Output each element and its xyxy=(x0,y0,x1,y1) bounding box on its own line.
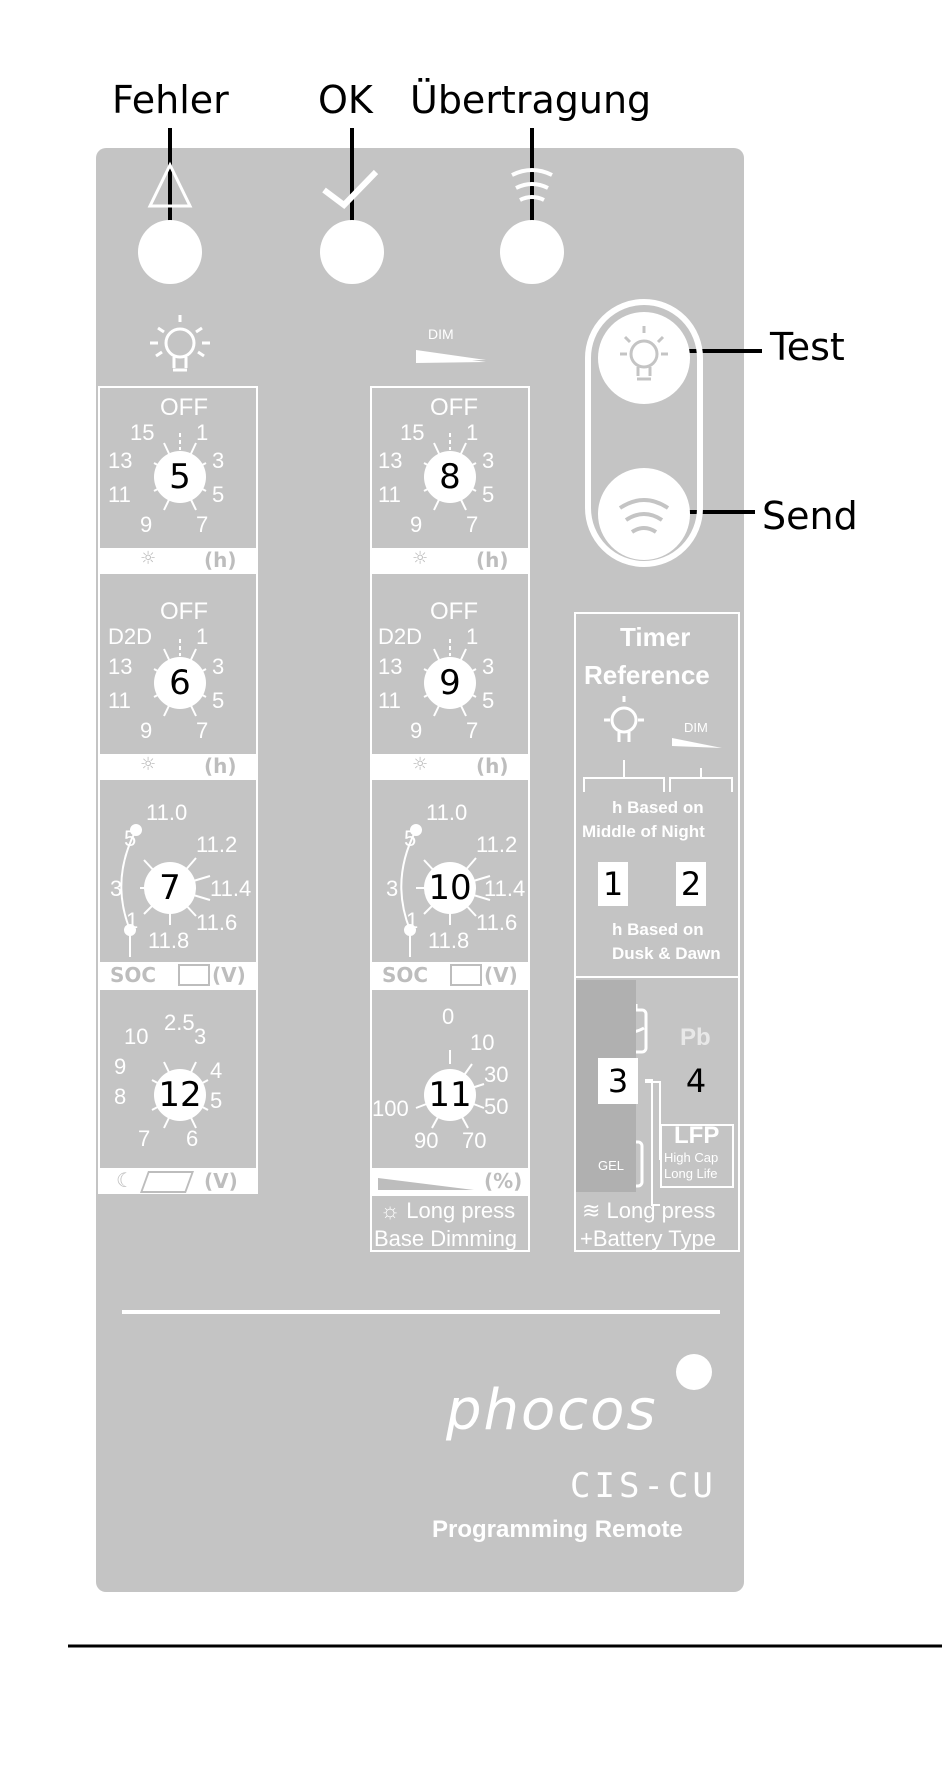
battery-icon xyxy=(178,964,210,986)
dial-6[interactable]: 6 xyxy=(169,663,191,703)
dial-5-tick-off: OFF xyxy=(160,394,208,421)
dial-10-tick: 1 xyxy=(406,908,419,933)
signal-small-icon: ≋ xyxy=(582,1198,607,1223)
dial-10-soc: SOC xyxy=(382,963,429,987)
dial-8-tick-off: OFF xyxy=(430,394,478,421)
dip-switch-2[interactable]: 2 xyxy=(676,862,706,906)
dial-6-tick: 11 xyxy=(108,688,131,713)
send-button-label: Send xyxy=(762,494,858,538)
dial-8-tick: 1 xyxy=(466,420,479,445)
timer-reference-title-2: Reference xyxy=(584,660,710,690)
dial-8-tick: 7 xyxy=(466,512,479,537)
dial-11-tick: 70 xyxy=(462,1128,487,1153)
dial-5-tick: 1 xyxy=(196,420,209,445)
dial-12-footer xyxy=(100,1168,256,1194)
ok-led-label: OK xyxy=(318,78,373,122)
error-led-label: Fehler xyxy=(112,78,229,122)
dial-12-tick: 2.5 xyxy=(164,1010,195,1035)
lightbulb-small-icon: ☼ xyxy=(380,1198,407,1223)
dial-8-tick: 11 xyxy=(378,482,401,507)
dial-12-tick: 10 xyxy=(124,1024,149,1049)
base-dimming-line1 xyxy=(380,1198,515,1224)
error-led xyxy=(138,220,202,284)
dial-7-tick: 3 xyxy=(110,876,123,901)
dial-10-tick: 11.2 xyxy=(476,832,518,857)
dial-8-footer xyxy=(372,548,528,572)
dial-8-tick: 13 xyxy=(378,448,403,473)
send-button[interactable] xyxy=(598,468,690,560)
mid-night-line2: Middle of Night xyxy=(582,822,705,841)
dial-12-tick: 4 xyxy=(210,1058,223,1083)
dial-12-tick: 6 xyxy=(186,1126,199,1151)
dim-wedge-icon xyxy=(416,350,486,363)
dial-7-tick: 11.8 xyxy=(148,928,190,953)
dial-6-unit: (h) xyxy=(204,754,237,778)
dial-12-unit: (V) xyxy=(204,1169,238,1193)
lfp-line2: Long Life xyxy=(664,1166,718,1181)
dip-switch-3[interactable]: 3 xyxy=(598,1058,638,1104)
dial-6-tick: 9 xyxy=(140,718,153,743)
dial-9-tick-off: OFF xyxy=(430,598,478,625)
sunrise-icon: ☼ xyxy=(140,754,157,775)
dial-5-unit: (h) xyxy=(204,548,237,572)
sunrise-icon: ☼ xyxy=(412,754,429,775)
dial-9-tick: 1 xyxy=(466,624,479,649)
dial-10-tick: 11.6 xyxy=(476,910,518,935)
dial-11-tick: 100 xyxy=(372,1096,409,1121)
dial-5-tick: 9 xyxy=(140,512,153,537)
dial-6-tick: 1 xyxy=(196,624,209,649)
dial-11-tick: 50 xyxy=(484,1094,509,1119)
dial-8-tick: 9 xyxy=(410,512,423,537)
dial-11-tick: 30 xyxy=(484,1062,509,1087)
dial-7-tick: 11.4 xyxy=(210,876,252,901)
test-button-label: Test xyxy=(770,325,845,369)
dial-10-footer xyxy=(372,962,528,988)
battery-press-line2: +Battery Type xyxy=(580,1226,716,1251)
solar-panel-icon xyxy=(140,1171,194,1193)
dial-5-tick: 3 xyxy=(212,448,225,473)
dial-7-soc: SOC xyxy=(110,963,157,987)
dip-switch-1[interactable]: 1 xyxy=(598,862,628,906)
dial-9-tick: 11 xyxy=(378,688,401,713)
dial-10-tick: 11.0 xyxy=(426,800,468,825)
dial-10-tick: 11.8 xyxy=(428,928,470,953)
dial-6-tick: D2D xyxy=(108,624,153,649)
dim-ramp-icon xyxy=(378,1172,474,1190)
dial-5-tick: 13 xyxy=(108,448,133,473)
dial-6-tick: 5 xyxy=(212,688,225,713)
dial-5-tick: 11 xyxy=(108,482,131,507)
battery-icon xyxy=(450,964,482,986)
dial-9-tick: 3 xyxy=(482,654,495,679)
dim-label: DIM xyxy=(428,326,454,342)
dial-9-tick: 5 xyxy=(482,688,495,713)
dial-8-tick: 15 xyxy=(400,420,425,445)
dial-9-unit: (h) xyxy=(476,754,509,778)
dial-9-tick: 13 xyxy=(378,654,403,679)
lfp-line1: High Cap xyxy=(664,1150,719,1165)
ok-led xyxy=(320,220,384,284)
product-subtitle: Programming Remote xyxy=(432,1516,683,1543)
mid-night-line1: h Based on xyxy=(612,798,704,817)
dial-7-tick: 1 xyxy=(126,908,139,933)
dial-5-footer xyxy=(100,548,256,572)
moon-icon: ☾ xyxy=(116,1168,134,1192)
dusk-dawn-line1: h Based on xyxy=(612,920,704,939)
dial-9-tick: D2D xyxy=(378,624,423,649)
test-button[interactable] xyxy=(598,312,690,404)
dial-11-tick: 90 xyxy=(414,1128,439,1153)
dial-8-unit: (h) xyxy=(476,548,509,572)
battery-press-text1: Long press xyxy=(606,1198,716,1223)
dial-12[interactable]: 12 xyxy=(158,1075,202,1115)
dial-6-tick: 13 xyxy=(108,654,133,679)
dial-12-tick: 3 xyxy=(194,1024,207,1049)
dial-8[interactable]: 8 xyxy=(439,457,461,497)
dial-6-tick: 7 xyxy=(196,718,209,743)
dial-7-unit: (V) xyxy=(212,963,246,987)
dial-12-tick: 9 xyxy=(114,1054,127,1079)
dial-11-tick: 0 xyxy=(442,1004,455,1029)
sunset-icon: ☼ xyxy=(140,548,157,569)
dial-7-footer xyxy=(100,962,256,988)
dial-7[interactable]: 7 xyxy=(159,868,181,908)
dial-10-tick: 3 xyxy=(386,876,399,901)
dial-12-tick: 7 xyxy=(138,1126,151,1151)
dial-9-footer xyxy=(372,754,528,778)
dial-5[interactable]: 5 xyxy=(169,457,191,497)
dial-9-tick: 7 xyxy=(466,718,479,743)
gel-label: GEL xyxy=(598,1158,625,1173)
dial-7-tick: 11.0 xyxy=(146,800,188,825)
dial-10-tick: 5 xyxy=(404,826,417,851)
dial-7-tick: 5 xyxy=(124,826,137,851)
timer-dim-label: DIM xyxy=(684,720,708,735)
base-dimming-text1: Long press xyxy=(406,1198,516,1223)
dial-6-footer xyxy=(100,754,256,778)
dial-11-footer xyxy=(372,1168,528,1194)
dial-7-tick: 11.6 xyxy=(196,910,238,935)
dial-5-tick: 15 xyxy=(130,420,155,445)
lfp-label: LFP xyxy=(674,1122,720,1149)
dial-12-tick: 8 xyxy=(114,1084,127,1109)
dial-6-tick: 3 xyxy=(212,654,225,679)
battery-press-line1 xyxy=(582,1198,715,1224)
dial-11[interactable]: 11 xyxy=(428,1075,472,1115)
dial-9-tick: 9 xyxy=(410,718,423,743)
base-dimming-line2: Base Dimming xyxy=(374,1226,518,1251)
dial-9[interactable]: 9 xyxy=(439,663,461,703)
pb-label: Pb xyxy=(680,1024,711,1051)
dial-11-unit: (%) xyxy=(484,1169,523,1193)
dial-5-tick: 7 xyxy=(196,512,209,537)
dial-10-unit: (V) xyxy=(484,963,518,987)
transmission-led-label: Übertragung xyxy=(410,78,652,122)
phocos-logo: phocos xyxy=(446,1378,658,1443)
sunset-icon: ☼ xyxy=(412,548,429,569)
timer-divider xyxy=(576,976,738,978)
dial-7-tick: 11.2 xyxy=(196,832,238,857)
dial-10[interactable]: 10 xyxy=(428,868,472,908)
dial-11-tick: 10 xyxy=(470,1030,495,1055)
send-signal-icon xyxy=(598,468,690,560)
dial-8-tick: 3 xyxy=(482,448,495,473)
logo-dot xyxy=(676,1354,712,1390)
dial-5-tick: 5 xyxy=(212,482,225,507)
transmission-led xyxy=(500,220,564,284)
dusk-dawn-line2: Dusk & Dawn xyxy=(612,944,721,963)
dip-switch-4[interactable]: 4 xyxy=(685,1062,707,1100)
lightbulb-icon xyxy=(150,315,210,370)
test-lightbulb-icon xyxy=(598,312,690,404)
dial-10-tick: 11.4 xyxy=(484,876,526,901)
dial-12-tick: 5 xyxy=(210,1088,223,1113)
model-name: CIS-CU xyxy=(570,1466,717,1506)
timer-reference-title-1: Timer xyxy=(620,622,691,652)
dial-6-tick-off: OFF xyxy=(160,598,208,625)
dial-8-tick: 5 xyxy=(482,482,495,507)
